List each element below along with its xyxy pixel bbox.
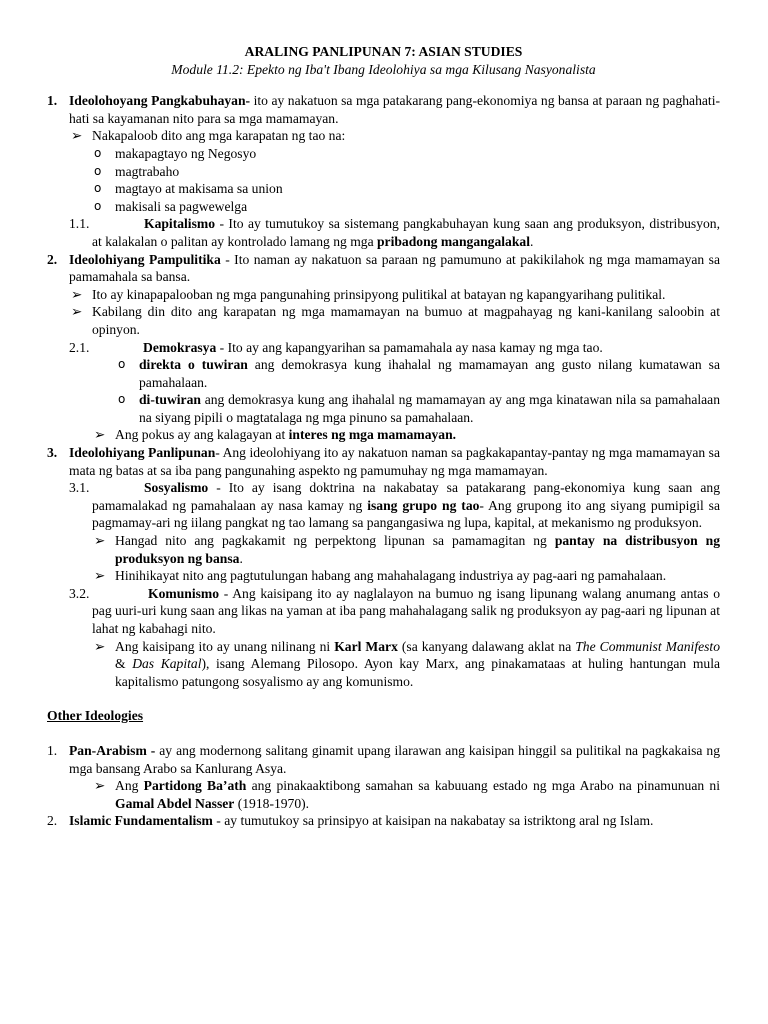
spacer — [47, 690, 720, 707]
section-definition: - Ang ideolohiyang ito ay nakatuon naman sa pagkakapantay-pantay ng mga mamamayan sa mata ng batas at sa iba pang pangunahing aspekto ng pamumuhay ng mga mamamayan. — [69, 445, 720, 478]
arrow-item: ➢ Ang pokus ay ang kalagayan at interes ng mga mamamayan. — [94, 427, 457, 443]
spacer — [47, 725, 720, 742]
subsection-number: 3.2. — [69, 585, 90, 601]
list-item: o direkta o tuwiran ang demokrasya kung ihahalal ng mamamayan ang gusto nilang kumatawan sa pamahalaan. — [118, 357, 720, 390]
arrow-item: ➢ Ang Partidong Ba’ath ang pinakaaktibong samahan sa kabuuang estado ng mga Arabo na pinamunuan ni Gamal Abdel Nasser (1918-1970). — [94, 778, 720, 811]
other-item-1: 1. Pan-Arabism - ay ang modernong salitang ginamit upang ilarawan ang kaisipan hinggil sa pulitikal na pagkakaisa ng mga bansang Arabo sa Kanlurang Asya. — [47, 742, 720, 776]
section-number: 2. — [47, 251, 58, 267]
circle-bullet-icon: o — [94, 145, 102, 160]
subsection-3-1: 3.1. Sosyalismo - Ito ay isang doktrina na nakabatay sa patakarang pang-ekonomiya kung saan ang pamamalakad ng pamahalaan ay nasa kamay ng isang grupo ng tao- Ang grupong ito ang siyang pumipigil sa pagmamay-ari ng iilang pangkat ng tao lamang sa pangangasiwa ng lupa, kapital, at mekanismo ng produksyon. — [69, 480, 720, 531]
subsection-2-1: 2.1. Demokrasya - Ito ay ang kapangyarihan sa pamamahala ay nasa kamay ng mga tao. — [69, 339, 603, 355]
circle-bullet-icon: o — [94, 181, 102, 196]
subsection-term: Kapitalismo — [144, 216, 215, 232]
item-number: 1. — [47, 742, 58, 758]
arrow-bullet-icon: ➢ — [94, 568, 106, 584]
document-title: ARALING PANLIPUNAN 7: ASIAN STUDIES — [244, 44, 523, 59]
arrow-bullet-icon: ➢ — [71, 286, 83, 302]
subsection-1-1: 1.1. Kapitalismo - Ito ay tumutukoy sa sistemang pangkabuhayan kung saan ang produksyon, distribusyon, at kalakalan o palitan ay kontrolado lamang ng mga pribadong mangangalakal. — [69, 216, 720, 249]
arrow-bullet-icon: ➢ — [71, 304, 83, 320]
arrow-bullet-icon: ➢ — [94, 533, 106, 549]
circle-bullet-icon: o — [94, 198, 102, 213]
section-2 — [47, 251, 720, 286]
item-number: 2. — [47, 813, 58, 829]
section-term: Ideolohoyang Pangkabuhayan- — [69, 93, 251, 109]
list-item: o magtayo at makisama sa union — [94, 181, 283, 197]
subsection-term: Demokrasya — [143, 339, 217, 355]
arrow-item: ➢ Hinihikayat nito ang pagtutulungan habang ang mahahalagang industriya ay pag-aari ng pamahalaan. — [94, 568, 667, 584]
subsection-number: 3.1. — [69, 480, 90, 496]
arrow-bullet-icon: ➢ — [94, 427, 106, 443]
circle-bullet-icon: o — [118, 357, 126, 372]
arrow-bullet-icon: ➢ — [94, 638, 106, 654]
section-term: Ideolohiyang Pampulitika — [69, 251, 221, 267]
list-item: o makapagtayo ng Negosyo — [94, 145, 257, 161]
arrow-bullet-icon: ➢ — [94, 778, 106, 794]
section-definition: ito ay nakatuon sa mga patakarang pang-ekonomiya ng bansa at paraan ng paghahati-hati sa kayamanan nito para sa mga mamamayan. — [69, 93, 721, 126]
section-number: 3. — [47, 445, 58, 461]
circle-bullet-icon: o — [118, 392, 126, 407]
arrow-item: ➢ Nakapaloob dito ang mga karapatan ng tao na: — [71, 128, 346, 144]
section-term: Ideolohiyang Panlipunan — [69, 445, 216, 461]
arrow-item: ➢ Ito ay kinapapalooban ng mga pangunahing prinsipyong pulitikal at batayan ng kapangyarihang pulitikal. — [71, 286, 666, 302]
arrow-bullet-icon: ➢ — [71, 128, 83, 144]
section-3 — [47, 444, 720, 479]
subsection-number: 2.1. — [69, 339, 90, 355]
document-subtitle: Module 11.2: Epekto ng Iba't Ibang Ideolohiya sa mga Kilusang Nasyonalista — [171, 61, 596, 77]
item-term: Pan-Arabism - — [69, 742, 156, 758]
other-item-2: 2. Islamic Fundamentalism - ay tumutukoy sa prinsipyo at kaisipan na nakabatay sa istriktong aral ng Islam. — [47, 813, 654, 829]
subsection-term: Sosyalismo — [144, 480, 209, 496]
subsection-number: 1.1. — [69, 216, 90, 232]
arrow-item: ➢ Hangad nito ang pagkakamit ng perpektong lipunan sa pamamagitan ng pantay na distribusyon ng produksyon ng bansa. — [94, 533, 720, 566]
section-number: 1. — [47, 93, 58, 109]
section-definition: - Ito naman ay nakatuon sa paraan ng pamumuno at pakikilahok ng mga mamamayan sa pamamahala sa bansa. — [69, 251, 720, 285]
subsection-3-2: 3.2. Komunismo - Ang kaisipang ito ay naglalayon na bumuo ng isang lipunang walang anumang antas o pag uuri-uri kung saan ang likas na yaman at iba pang mahahalagang salik ng produksyon ay pag-aari ng lipunan at lahat ng kabahagi nito. — [69, 585, 720, 636]
item-term: Islamic Fundamentalism — [69, 813, 213, 829]
list-item: o di-tuwiran ang demokrasya kung ang ihahalal ng mamamayan ay ang mga kinatawan nila sa pamahalaan na siyang pipili o magtatalaga ng mga pinuno sa pamahalaan. — [118, 392, 720, 425]
subsection-term: Komunismo — [148, 585, 220, 601]
list-item: o makisali sa pagwewelga — [94, 198, 248, 214]
other-ideologies-heading: Other Ideologies — [47, 708, 144, 724]
arrow-item: ➢ Ang kaisipang ito ay unang nilinang ni Karl Marx (sa kanyang dalawang aklat na The Communist Manifesto & Das Kapital), isang Alemang Pilosopo. Ayon kay Marx, ang pinakamataas at huling hantungan mula kapitalismo patungong sosyalismo ay ang komunismo. — [94, 638, 721, 689]
list-item: o magtrabaho — [94, 163, 180, 179]
arrow-item: ➢ Kabilang din dito ang karapatan ng mga mamamayan na bumuo at magpahayag ng kani-kanilang saloobin at opinyon. — [71, 304, 720, 337]
circle-bullet-icon: o — [94, 163, 102, 178]
section-1 — [47, 92, 720, 127]
